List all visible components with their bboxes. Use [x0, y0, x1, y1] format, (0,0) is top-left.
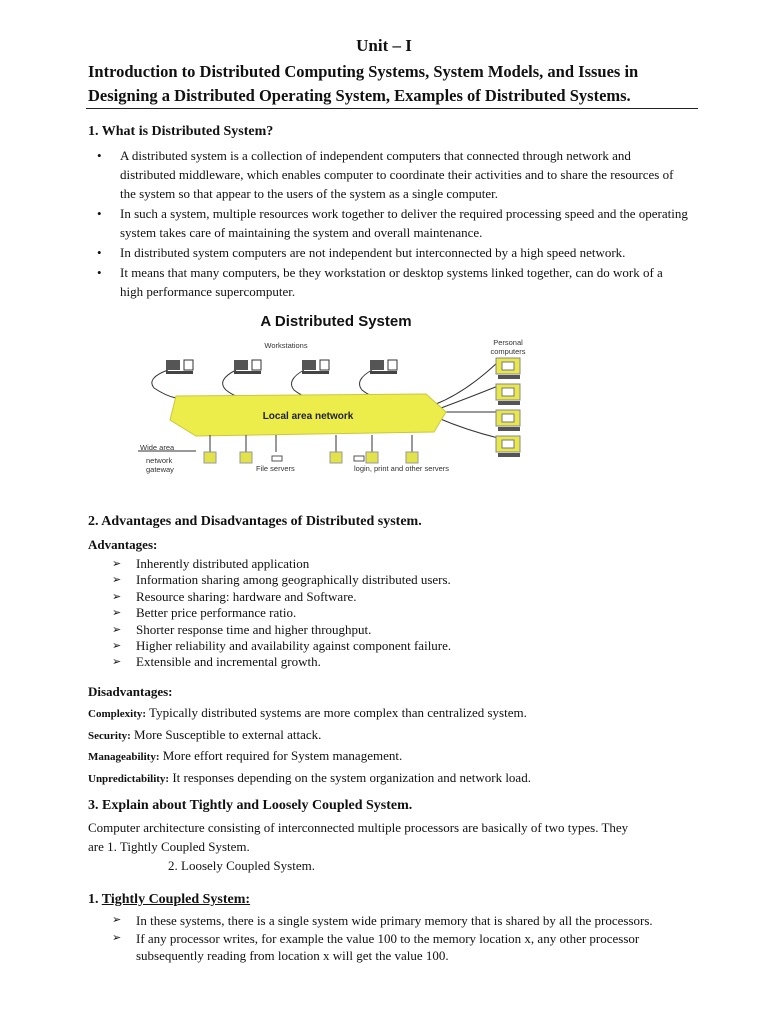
tightly-coupled-heading: 1. Tightly Coupled System: — [88, 892, 251, 907]
personal-computer-icons — [496, 358, 520, 457]
figure-title: A Distributed System — [260, 313, 412, 330]
section-2-heading: 2. Advantages and Disadvantages of Distributed system. — [88, 514, 422, 529]
list-item: ➢ Shorter response time and higher throughput. — [112, 621, 372, 637]
arrow-bullet-icon: ➢ — [112, 590, 122, 603]
section-1-heading: 1. What is Distributed System? — [88, 124, 274, 139]
bullet-icon: • — [97, 245, 102, 260]
list-item: ➢ If any processor writes, for example the value 100 to the memory location x, any other processor subsequently reading from location x will get the value 100. — [112, 931, 640, 963]
personal-computers-label-1: Personal — [493, 338, 523, 347]
distributed-system-figure — [136, 308, 536, 480]
workstation-icons — [166, 360, 397, 374]
arrow-bullet-icon: ➢ — [112, 640, 122, 653]
wan-label-1: Wide area — [140, 443, 175, 452]
list-item: ➢ Resource sharing: hardware and Software. — [112, 588, 357, 604]
arrow-bullet-icon: ➢ — [112, 574, 122, 587]
disadvantages-list — [88, 703, 688, 789]
arrow-bullet-icon: ➢ — [112, 914, 122, 926]
workstations-label: Workstations — [264, 341, 308, 350]
section-3-intro: Computer architecture consisting of interconnected multiple processors are basically of two types. They are 1. Tightly Coupled System. 2. Loosely Coupled System. — [88, 820, 629, 873]
list-item: ➢ Information sharing among geographically distributed users. — [112, 572, 451, 588]
unit-heading: Unit – I — [356, 36, 412, 55]
server-cables — [138, 435, 412, 452]
list-item: Complexity: Typically distributed systems are more complex than centralized system. — [88, 705, 527, 720]
wan-label-3: gateway — [146, 465, 174, 474]
term: Unpredictability: — [88, 772, 170, 785]
lan-label: Local area network — [262, 411, 354, 422]
file-servers-label: File servers — [256, 464, 295, 473]
server-icons — [204, 452, 418, 463]
term: Manageability: — [88, 751, 160, 763]
arrow-bullet-icon: ➢ — [112, 623, 122, 636]
bullet-icon: • — [97, 148, 102, 163]
advantages-list — [112, 556, 672, 671]
list-item: • It means that many computers, be they workstation or desktop systems linked together, can do work of a high performance supercomputer. — [97, 265, 663, 299]
arrow-bullet-icon: ➢ — [112, 932, 122, 944]
list-item: • A distributed system is a collection of independent computers that connected through network and distributed middleware, which enables computer to coordinate their activities and to share the resources of the system so that appear to the users of the system as a single computer. — [97, 148, 674, 201]
list-item: • In such a system, multiple resources work together to deliver the required processing speed and the operating system takes care of maintaining the system and overall maintenance. — [97, 206, 688, 240]
list-item: • In distributed system computers are not independent but interconnected by a high speed network. — [97, 245, 626, 260]
personal-computers-label-2: computers — [490, 347, 526, 356]
list-item: ➢ Higher reliability and availability against component failure. — [112, 638, 452, 654]
tightly-coupled-list — [112, 912, 672, 964]
list-item: Security: More Susceptible to external attack. — [88, 726, 322, 742]
term: Security: — [88, 729, 131, 742]
section-3-heading: 3. Explain about Tightly and Loosely Coupled System. — [88, 798, 413, 813]
term: Complexity: — [88, 708, 147, 720]
arrow-bullet-icon: ➢ — [112, 607, 122, 620]
document-title: Introduction to Distributed Computing Systems, System Models, and Issues in Designing a Distributed Operating System, Examples of Distributed Systems. — [88, 62, 639, 105]
bullet-icon: • — [97, 265, 102, 280]
other-servers-label: login, print and other servers — [354, 464, 450, 473]
section-1-bullets — [88, 146, 688, 302]
arrow-bullet-icon: ➢ — [112, 656, 122, 669]
bullet-icon: • — [97, 206, 102, 221]
list-item: Manageability: More effort required for System management. — [88, 748, 403, 763]
title-divider — [86, 108, 698, 109]
list-item: ➢ In these systems, there is a single system wide primary memory that is shared by all the processors. — [112, 913, 653, 928]
wan-label-2: network — [146, 456, 173, 465]
arrow-bullet-icon: ➢ — [112, 558, 122, 570]
disadvantages-heading: Disadvantages: — [88, 684, 173, 699]
list-item: ➢ Extensible and incremental growth. — [112, 654, 321, 670]
list-item: ➢ Better price performance ratio. — [112, 605, 297, 621]
advantages-heading: Advantages: — [88, 537, 158, 552]
list-item: Unpredictability: It responses depending on the system organization and network load. — [88, 769, 531, 785]
list-item: ➢ Inherently distributed application — [112, 556, 310, 571]
